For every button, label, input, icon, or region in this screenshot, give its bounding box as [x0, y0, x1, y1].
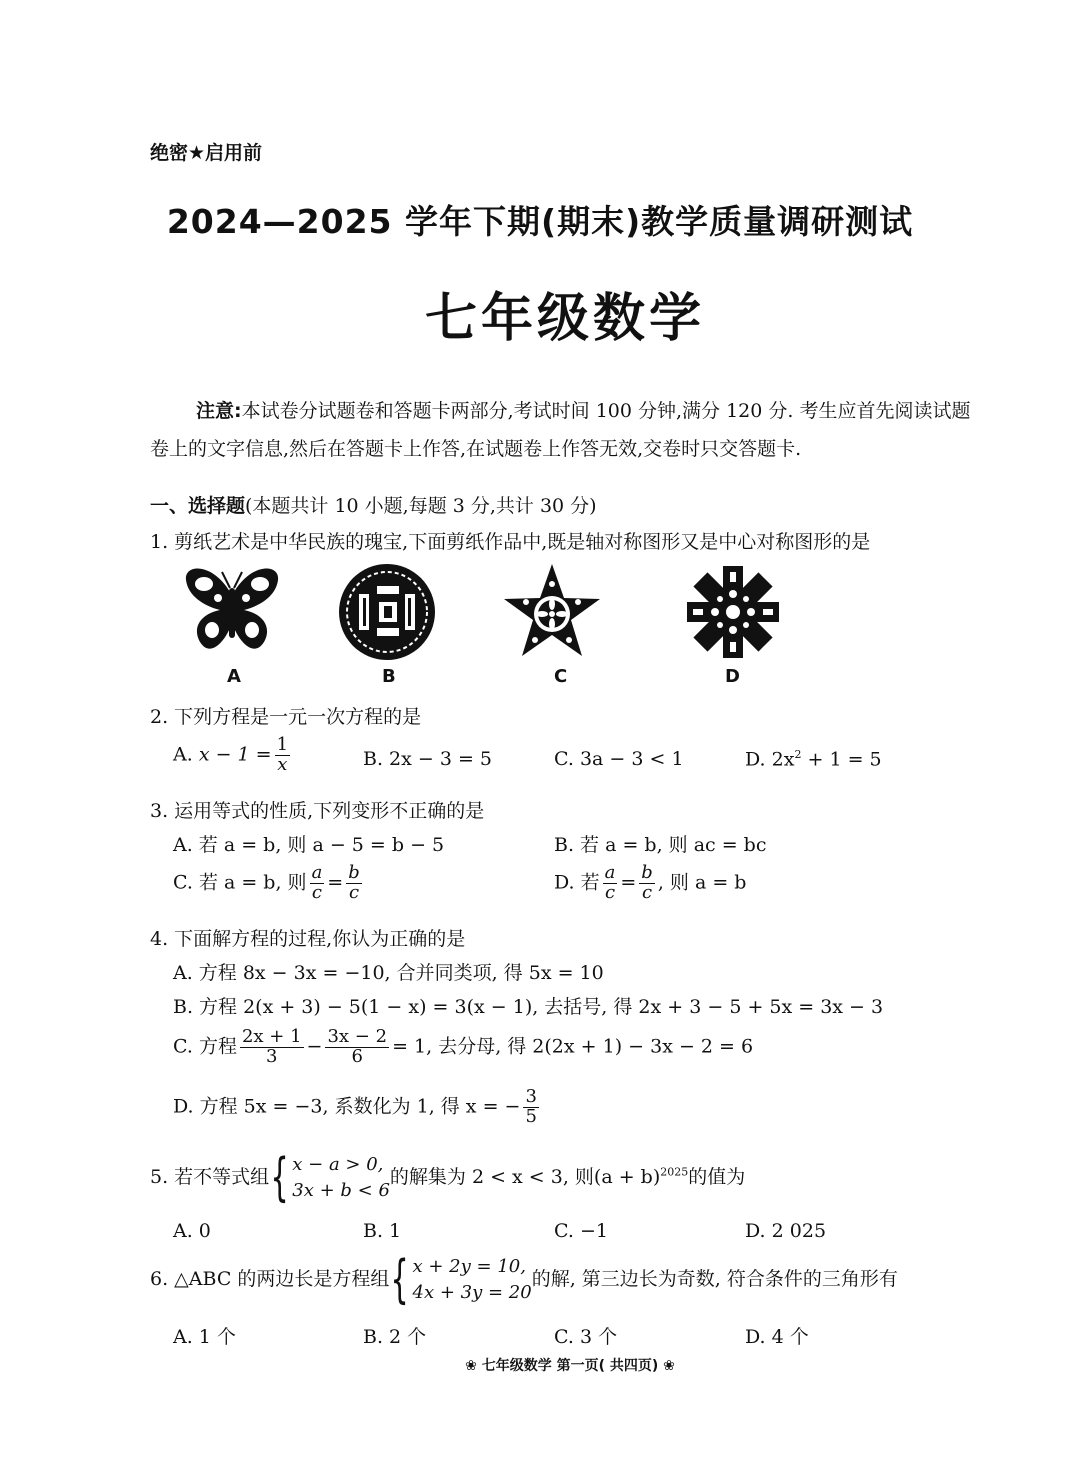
option-d-label: D: [725, 666, 740, 687]
question-2-option-c: C. 3a − 3 < 1: [554, 748, 684, 770]
exam-title: 2024—2025 学年下期(期末)教学质量调研测试: [166, 202, 914, 241]
question-5-option-a: A. 0: [173, 1220, 211, 1242]
notice-text: 本试卷分试题卷和答题卡两部分,考试时间 100 分钟,满分 120 分. 考生应首先阅读试题卷上的文字信息,然后在答题卡上作答,在试题卷上作答无效,交卷时只交答题卡.: [150, 400, 971, 460]
option-b-label: B: [382, 666, 396, 687]
snowflake-papercut-icon: [683, 562, 783, 662]
section-note: (本题共计 10 小题,每题 3 分,共计 30 分): [245, 495, 597, 517]
section-label: 一、选择题: [150, 495, 246, 517]
question-6-stem: 6. △ABC 的两边长是方程组 { x + 2y = 10, 4x + 3y = 20 的解, 第三边长为奇数, 符合条件的三角形有: [150, 1250, 898, 1310]
option-a-label: A: [227, 666, 241, 687]
question-5-option-c: C. −1: [554, 1220, 608, 1242]
question-3-option-c: C. 若 a = b, 则 $\frac{a}{c}$ = $\frac{b}{c}$: [173, 862, 360, 903]
question-3-stem: 3. 运用等式的性质,下列变形不正确的是: [150, 800, 485, 822]
question-4-option-c: C. 方程 $\frac{2x + 1}{3}$ − $\frac{3x - 2}{6}$ = 1, 去分母, 得 2(2x + 1) − 3x − 2 = 6: [173, 1026, 754, 1067]
question-4-option-b: B. 方程 2(x + 3) − 5(1 − x) = 3(x − 1), 去括号, 得 2x + 3 − 5 + 5x = 3x − 3: [173, 996, 884, 1018]
notice-label: 注意:: [196, 400, 242, 422]
question-3-option-a: A. 若 a = b, 则 a − 5 = b − 5: [173, 834, 445, 856]
question-6-option-c: C. 3 个: [554, 1326, 618, 1348]
question-2-option-b: B. 2x − 3 = 5: [363, 748, 493, 770]
round-character-papercut-icon: [337, 562, 437, 662]
question-2-stem: 2. 下列方程是一元一次方程的是: [150, 706, 422, 728]
butterfly-papercut-icon: [182, 562, 282, 662]
question-6-option-b: B. 2 个: [363, 1326, 427, 1348]
question-6-option-a: A. 1 个: [173, 1326, 236, 1348]
confidential-mark: 绝密★启用前: [150, 142, 263, 164]
question-2-option-a: A. x − 1 = $\frac{1}{x}$: [173, 734, 289, 775]
question-1-stem: 1. 剪纸艺术是中华民族的瑰宝,下面剪纸作品中,既是轴对称图形又是中心对称图形的是: [150, 531, 871, 553]
subject-title: 七年级数学: [424, 289, 705, 349]
star-papercut-icon: [502, 562, 602, 662]
notice-paragraph: [150, 392, 980, 468]
question-5-option-b: B. 1: [363, 1220, 402, 1242]
question-5-option-d: D. 2 025: [745, 1220, 827, 1242]
option-c-label: C: [554, 666, 568, 687]
question-4-option-a: A. 方程 8x − 3x = −10, 合并同类项, 得 5x = 10: [173, 962, 604, 984]
question-5-stem: 5. 若不等式组 { x − a > 0, 3x + b < 6 的解集为 2 < x < 3, 则$(a + b)^{2025}$的值为: [150, 1148, 746, 1208]
question-4-option-d: D. 方程 5x = −3, 系数化为 1, 得 x = − $\frac{3}{5}$: [173, 1086, 537, 1127]
question-3-option-b: B. 若 a = b, 则 ac = bc: [554, 834, 767, 856]
question-6-option-d: D. 4 个: [745, 1326, 809, 1348]
question-4-stem: 4. 下面解方程的过程,你认为正确的是: [150, 928, 466, 950]
question-3-option-d: D. 若 $\frac{a}{c}$ = $\frac{b}{c}$ , 则 a = b: [554, 862, 747, 903]
section-heading: [150, 491, 597, 518]
page-footer: ❀ 七年级数学 第一页( 共四页) ❀: [465, 1358, 675, 1374]
question-2-option-d: D. $2x^2 + 1 = 5$: [745, 748, 882, 771]
